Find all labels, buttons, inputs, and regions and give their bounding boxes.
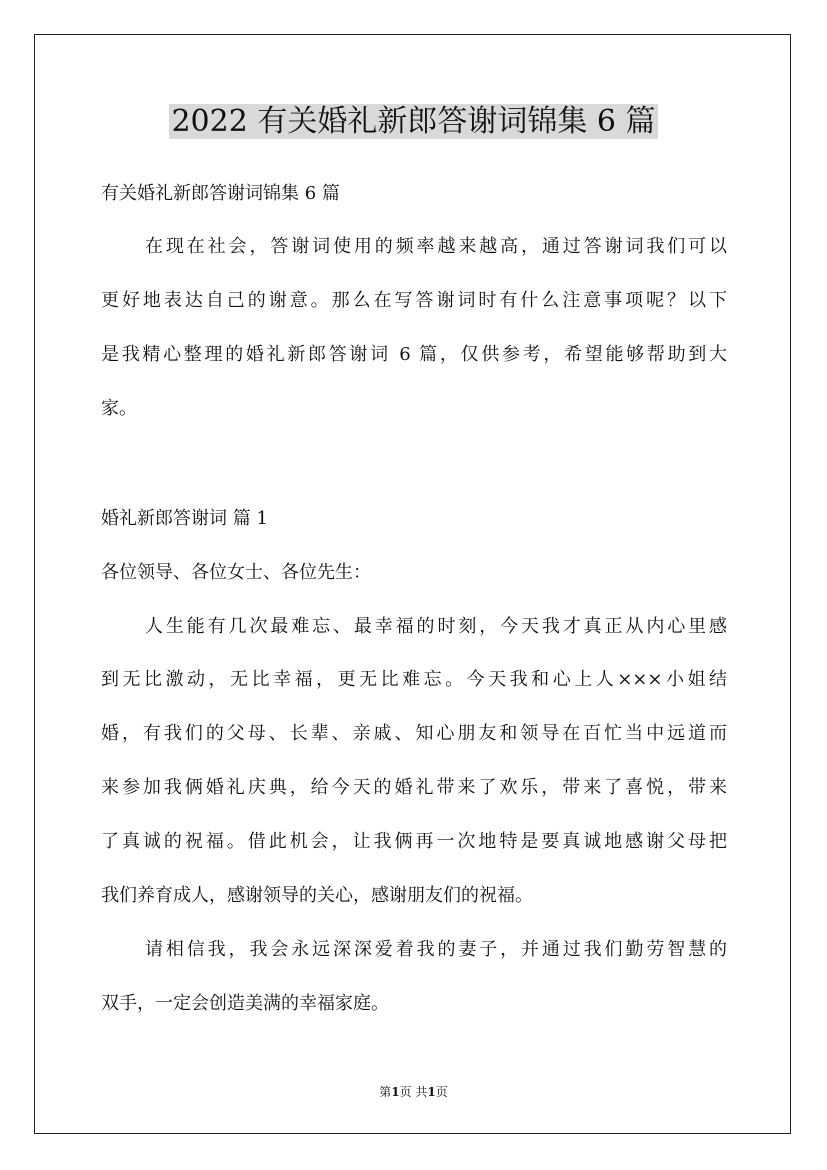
paragraph-line: 婚，有我们的父母、长辈、亲戚、知心朋友和领导在百忙当中远道而 [101, 723, 727, 744]
footer-page-total: 1 [427, 1085, 436, 1099]
intro-line: 更好地表达自己的谢意。那么在写答谢词时有什么注意事项呢？以下 [101, 290, 727, 311]
paragraph-line: 人生能有几次最难忘、最幸福的时刻，今天我才真正从内心里感 [145, 616, 727, 637]
paragraph-line: 了真诚的祝福。借此机会，让我俩再一次地特是要真诚地感谢父母把 [101, 831, 727, 852]
paragraph-line: 来参加我俩婚礼庆典，给今天的婚礼带来了欢乐，带来了喜悦，带来 [101, 777, 727, 798]
footer-suffix: 页 [435, 1085, 448, 1099]
paragraph-line: 我们养育成人，感谢领导的关心，感谢朋友们的祝福。 [101, 885, 533, 906]
intro-line: 家。 [101, 398, 137, 419]
paragraph-line: 到无比激动，无比幸福，更无比难忘。今天我和心上人×××小姐结 [101, 669, 727, 690]
paragraph-line: 双手，一定会创造美满的幸福家庭。 [101, 993, 389, 1014]
document-title-text: 2022 有关婚礼新郎答谢词锦集 6 篇 [171, 104, 656, 139]
document-title [0, 100, 827, 144]
footer-middle: 页 共 [399, 1085, 428, 1099]
salutation: 各位领导、各位女士、各位先生： [101, 562, 371, 583]
intro-line: 在现在社会，答谢词使用的频率越来越高，通过答谢词我们可以 [145, 236, 727, 257]
paragraph-line: 请相信我，我会永远深深爱着我的妻子，并通过我们勤劳智慧的 [145, 939, 727, 960]
page-footer [0, 1083, 827, 1101]
section-heading: 婚礼新郎答谢词 篇 1 [101, 508, 268, 529]
footer-prefix: 第 [379, 1085, 392, 1099]
footer-page-number: 1 [391, 1085, 400, 1099]
intro-line: 是我精心整理的婚礼新郎答谢词 6 篇，仅供参考，希望能够帮助到大 [101, 344, 727, 365]
document-subtitle: 有关婚礼新郎答谢词锦集 6 篇 [101, 183, 340, 204]
